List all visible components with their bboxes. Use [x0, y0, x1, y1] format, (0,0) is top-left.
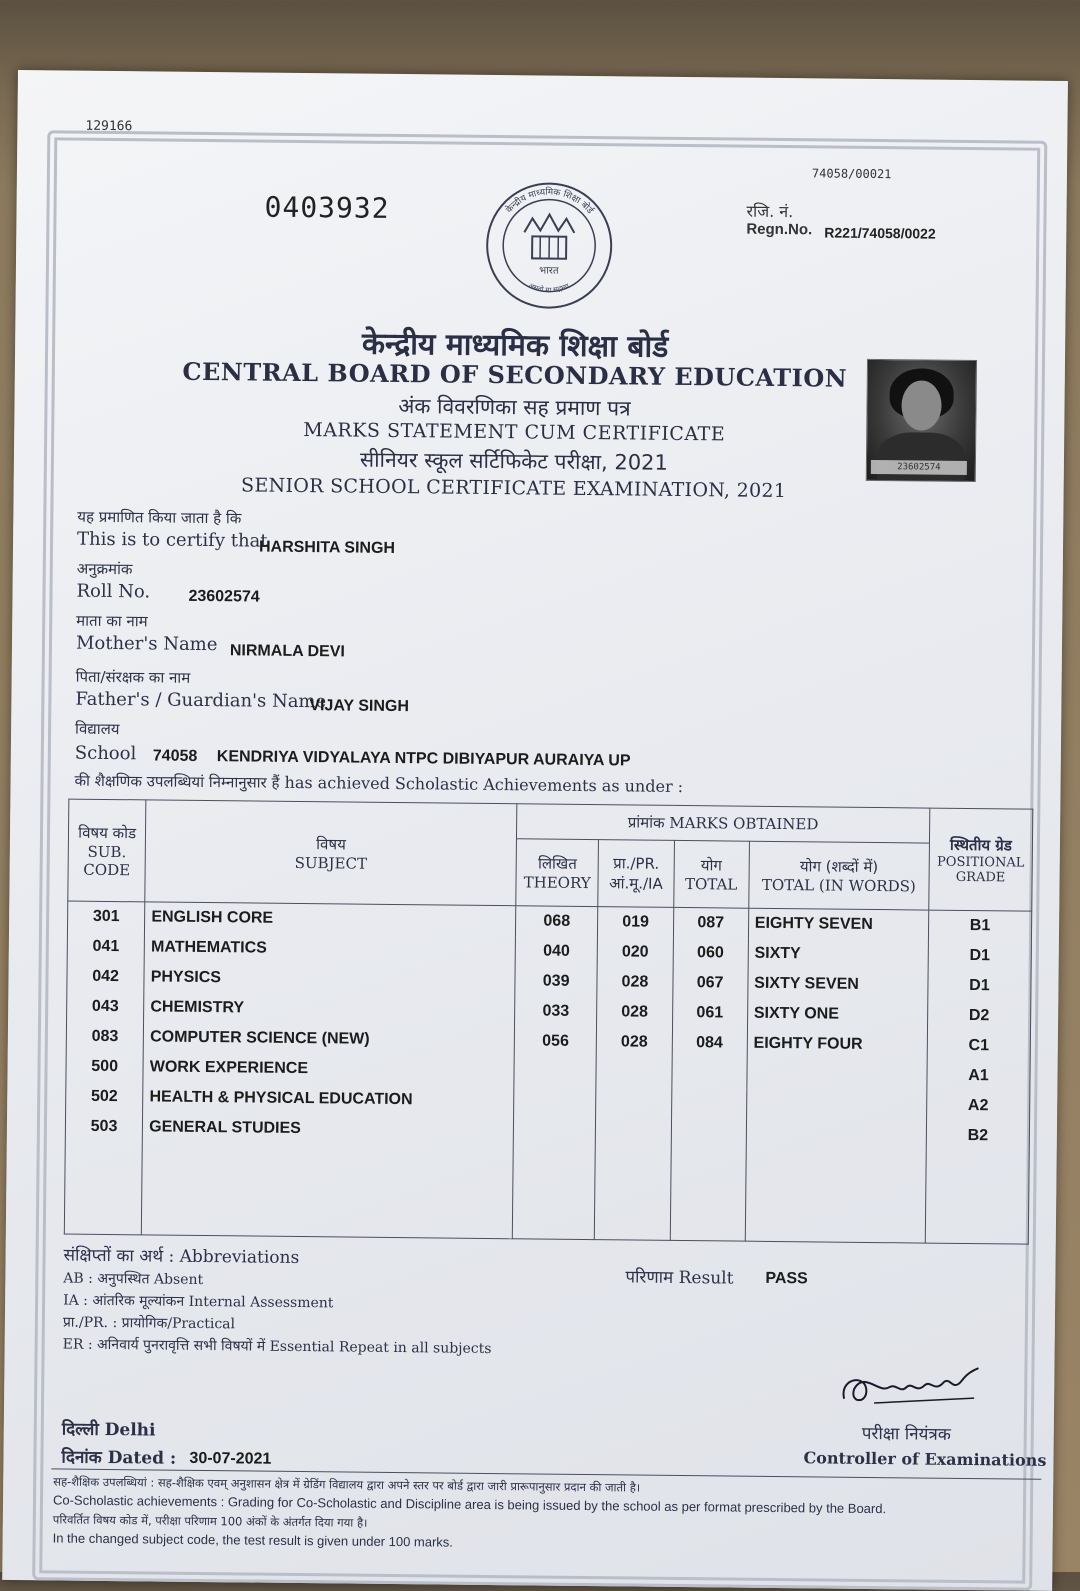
- roll-number: 23602574: [188, 588, 259, 607]
- achieved-label-hindi: की शैक्षणिक उपलब्धियां निम्नानुसार हैं: [74, 772, 279, 792]
- theory-cell: [514, 1056, 597, 1087]
- abbr-practical: प्रा./PR. : प्रायोगिक/Practical: [63, 1313, 235, 1334]
- certify-label-hindi: यह प्रमाणित किया जाता है कि: [77, 507, 241, 529]
- logo-text-bottom: असतो मा सद्गमय: [527, 281, 571, 294]
- practical-cell: [596, 1117, 671, 1148]
- theory-header: लिखित THEORY: [516, 839, 599, 907]
- total-cell: [671, 1058, 746, 1089]
- practical-header: प्रा./PR. आं.मू./IA: [598, 840, 674, 908]
- controller-label-hindi: परीक्षा नियंत्रक: [862, 1421, 951, 1445]
- father-name: VIJAY SINGH: [309, 697, 409, 716]
- regn-label: Regn.No.: [746, 221, 812, 239]
- practical-cell: 019: [598, 907, 673, 938]
- sub-code-cell: 043: [67, 992, 145, 1023]
- board-name: CENTRAL BOARD OF SECONDARY EDUCATION: [15, 355, 1015, 394]
- subject-cell: PHYSICS: [144, 962, 515, 996]
- positional-grade-header: स्थितीय ग्रेड POSITIONAL GRADE: [929, 808, 1033, 911]
- total-cell: 067: [672, 968, 747, 999]
- roll-label: Roll No.: [76, 581, 150, 603]
- total-words-cell: EIGHTY FOUR: [747, 1029, 928, 1061]
- practical-cell: 028: [597, 1027, 672, 1058]
- co-scholastic-note-hindi: सह-शैक्षिक उपलब्धियां : सह-शैक्षिक एवम् अनुशासन क्षेत्र में ग्रेडिंग विद्यालय द्वारा अपने स्तर पर बोर्ड द्वारा जारी प्रारूपानुसार प्रदान की जाती है।: [53, 1474, 640, 1495]
- theory-cell: 068: [515, 906, 598, 937]
- grade-cell: C1: [927, 1031, 1030, 1062]
- practical-cell: 020: [598, 937, 673, 968]
- empty-cell: [595, 1147, 671, 1240]
- subject-cell: ENGLISH CORE: [145, 902, 516, 936]
- student-photo: [866, 359, 977, 482]
- total-cell: [671, 1118, 746, 1149]
- school-label-hindi: विद्यालय: [75, 719, 120, 739]
- subject-cell: HEALTH & PHYSICAL EDUCATION: [143, 1082, 514, 1116]
- result-value: PASS: [765, 1270, 808, 1288]
- sub-code-header: विषय कोड SUB. CODE: [68, 799, 146, 902]
- exam-title: SENIOR SCHOOL CERTIFICATE EXAMINATION, 2021: [14, 472, 1014, 504]
- practical-cell: [596, 1087, 671, 1118]
- co-scholastic-note: Co-Scholastic achievements : Grading for Co-Scholastic and Discipline area is being issued by the school as per format prescribed by the Board.: [53, 1492, 886, 1516]
- abbr-internal: IA : आंतरिक मूल्यांकन Internal Assessment: [63, 1291, 334, 1313]
- empty-cell: [512, 1146, 595, 1239]
- total-words-cell: [746, 1089, 927, 1121]
- total-words-header: योग (शब्दों में) TOTAL (IN WORDS): [748, 841, 929, 910]
- subject-cell: CHEMISTRY: [144, 992, 515, 1026]
- total-cell: 061: [672, 998, 747, 1029]
- theory-cell: 033: [515, 996, 598, 1027]
- total-cell: 084: [672, 1028, 747, 1059]
- theory-cell: 040: [515, 936, 598, 967]
- total-header: योग TOTAL: [673, 840, 749, 908]
- subject-cell: WORK EXPERIENCE: [143, 1052, 514, 1086]
- sub-code-cell: 503: [65, 1112, 143, 1143]
- regn-label-hindi: रजि. नं.: [746, 200, 793, 222]
- grade-cell: D2: [927, 1001, 1030, 1032]
- cbse-logo-icon: [484, 180, 615, 311]
- certificate-number: 0403932: [264, 191, 389, 225]
- total-words-cell: SIXTY: [748, 939, 929, 971]
- empty-cell: [142, 1142, 514, 1238]
- practical-cell: [596, 1057, 671, 1088]
- mother-name: NIRMALA DEVI: [230, 642, 345, 661]
- marksheet-document: [2, 70, 1068, 1591]
- father-label: Father's / Guardian's Name: [75, 689, 326, 713]
- subject-cell: COMPUTER SCIENCE (NEW): [143, 1022, 514, 1056]
- doc-title-hindi: अंक विवरणिका सह प्रमाण पत्र: [14, 388, 1014, 426]
- grade-cell: B1: [928, 910, 1031, 942]
- sub-code-cell: 083: [66, 1022, 144, 1053]
- total-cell: 087: [673, 907, 748, 938]
- mother-label: Mother's Name: [76, 633, 218, 655]
- theory-cell: [513, 1116, 596, 1147]
- place: दिल्ली Delhi: [62, 1417, 156, 1441]
- sub-code-cell: 041: [67, 932, 145, 963]
- theory-cell: 056: [514, 1026, 597, 1057]
- school-name: KENDRIYA VIDYALAYA NTPC DIBIYAPUR AURAIYA UP: [217, 748, 631, 770]
- mother-label-hindi: माता का नाम: [76, 611, 148, 632]
- school-code-top-right: 74058/00021: [812, 166, 892, 181]
- subject-cell: GENERAL STUDIES: [143, 1112, 514, 1146]
- practical-cell: 028: [597, 997, 672, 1028]
- result-label: परिणाम Result: [625, 1264, 733, 1288]
- school-code: 74058: [153, 747, 198, 765]
- empty-cell: [925, 1151, 1029, 1245]
- father-label-hindi: पिता/संरक्षक का नाम: [76, 667, 191, 688]
- practical-cell: 028: [597, 967, 672, 998]
- total-cell: [671, 1088, 746, 1119]
- logo-text-top: केन्द्रीय माध्यमिक शिक्षा बोर्ड: [503, 185, 597, 217]
- school-label: School: [75, 743, 137, 765]
- controller-label: Controller of Examinations: [803, 1448, 1046, 1470]
- sub-code-cell: 500: [66, 1052, 144, 1083]
- exam-title-hindi: सीनियर स्कूल सर्टिफिकेट परीक्षा, 2021: [14, 442, 1014, 480]
- abbr-absent: AB : अनुपस्थित Absent: [63, 1269, 203, 1289]
- dated-label: दिनांक Dated :: [61, 1445, 176, 1469]
- total-words-cell: [747, 1059, 928, 1091]
- grade-cell: A2: [927, 1091, 1030, 1122]
- grade-cell: A1: [927, 1061, 1030, 1092]
- svg-text:असतो मा सद्गमय: [527, 281, 571, 294]
- sub-code-cell: 502: [66, 1082, 144, 1113]
- logo-text-bharat: भारत: [539, 265, 559, 276]
- theory-cell: 039: [515, 966, 598, 997]
- empty-cell: [64, 1142, 142, 1235]
- empty-cell: [745, 1149, 926, 1243]
- sub-code-cell: 301: [67, 901, 145, 932]
- abbr-essential-repeat: ER : अनिवार्य पुनरावृत्ति सभी विषयों में Essential Repeat in all subjects: [63, 1335, 492, 1358]
- marks-table-body: [64, 901, 1031, 1244]
- total-words-cell: SIXTY SEVEN: [748, 969, 929, 1001]
- sub-code-cell: 042: [67, 962, 145, 993]
- board-name-hindi: केन्द्रीय माध्यमिक शिक्षा बोर्ड: [15, 318, 1015, 369]
- grade-cell: D1: [928, 971, 1031, 1002]
- total-words-cell: EIGHTY SEVEN: [748, 908, 929, 940]
- total-words-cell: SIXTY ONE: [747, 999, 928, 1031]
- changed-code-note-hindi: परिवर्तित विषय कोड में, परीक्षा परिणाम 100 अंकों के अंतर्गत दिया गया है।: [53, 1512, 368, 1530]
- photo-stamp: 23602574: [871, 460, 967, 475]
- signature-icon: [834, 1359, 985, 1421]
- total-cell: 060: [673, 938, 748, 969]
- doc-title: MARKS STATEMENT CUM CERTIFICATE: [14, 416, 1014, 448]
- roll-label-hindi: अनुक्रमांक: [77, 559, 133, 580]
- table-spacer-row: [64, 1142, 1029, 1245]
- empty-cell: [670, 1148, 746, 1241]
- regn-value: R221/74058/0022: [824, 224, 935, 241]
- serial-number-top: 129166: [85, 119, 132, 134]
- student-name: HARSHITA SINGH: [259, 539, 395, 558]
- grade-cell: B2: [926, 1121, 1029, 1152]
- subject-header: विषय SUBJECT: [145, 800, 517, 906]
- theory-cell: [514, 1086, 597, 1117]
- subject-cell: MATHEMATICS: [144, 932, 515, 966]
- certify-label: This is to certify that: [77, 529, 268, 552]
- abbreviations-title: संक्षिप्तों का अर्थ : Abbreviations: [63, 1243, 299, 1268]
- total-words-cell: [746, 1119, 927, 1151]
- grade-cell: D1: [928, 941, 1031, 972]
- dated-value: 30-07-2021: [189, 1450, 271, 1469]
- changed-code-note: In the changed subject code, the test result is given under 100 marks.: [53, 1530, 453, 1549]
- marks-obtained-header: प्रांमांक MARKS OBTAINED: [516, 804, 929, 843]
- marks-table: [64, 799, 1034, 1245]
- achieved-label: has achieved Scholastic Achievements as under :: [284, 773, 683, 796]
